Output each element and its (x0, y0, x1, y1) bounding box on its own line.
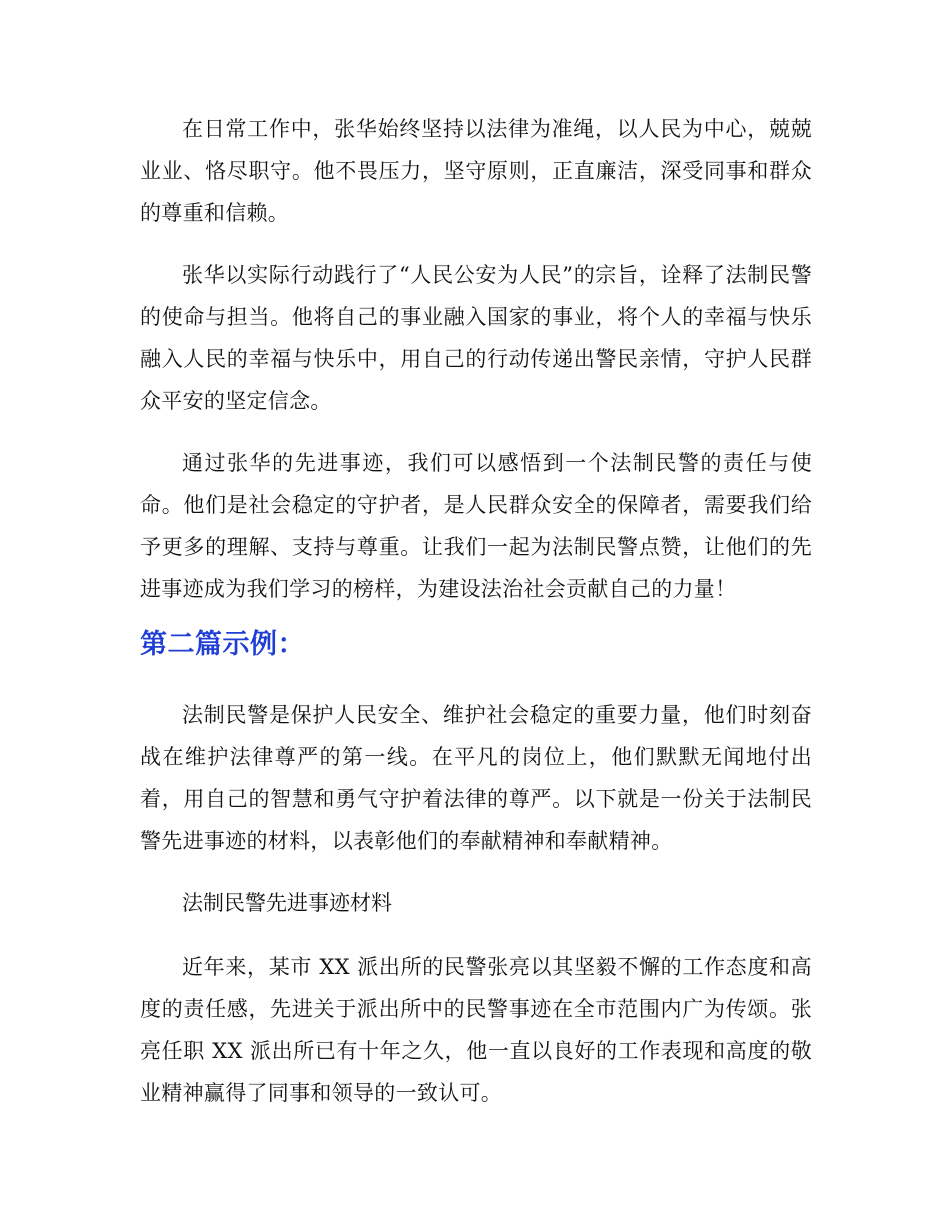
section-heading: 第二篇示例： (140, 629, 305, 660)
paragraph-mission: 张华以实际行动践行了“人民公安为人民”的宗旨，诠释了法制民警的使命与担当。他将自己的事业融入国家的事业，将个人的幸福与快乐融入人民的幸福与快乐中，用自己的行动传递出警民亲情，守护人民群众平安的坚定信念。 (140, 263, 812, 413)
paragraph-daily-work: 在日常工作中，张华始终坚持以法律为准绳，以人民为中心，兢兢业业、恪尽职守。他不畏压力，坚守原则，正直廉洁，深受同事和群众的尊重和信赖。 (140, 117, 812, 225)
paragraph-intro: 法制民警是保护人民安全、维护社会稳定的重要力量，他们时刻奋战在维护法律尊严的第一线。在平凡的岗位上，他们默默无闻地付出着，用自己的智慧和勇气守护着法律的尊严。以下就是一份关于法制民警先进事迹的材料，以表彰他们的奉献精神和奉献精神。 (140, 703, 812, 853)
material-title: 法制民警先进事迹材料 (182, 891, 392, 915)
paragraph-conclusion: 通过张华的先进事迹，我们可以感悟到一个法制民警的责任与使命。他们是社会稳定的守护者，是人民群众安全的保障者，需要我们给予更多的理解、支持与尊重。让我们一起为法制民警点赞，让他们的先进事迹成为我们学习的榜样，为建设法治社会贡献自己的力量！ (140, 451, 812, 601)
paragraph-zhang-liang: 近年来，某市 XX 派出所的民警张亮以其坚毅不懈的工作态度和高度的责任感，先进关于派出所中的民警事迹在全市范围内广为传颂。张亮任职 XX 派出所已有十年之久，他一直以良好的工作表现和高度的敬业精神赢得了同事和领导的一致认可。 (140, 955, 812, 1105)
